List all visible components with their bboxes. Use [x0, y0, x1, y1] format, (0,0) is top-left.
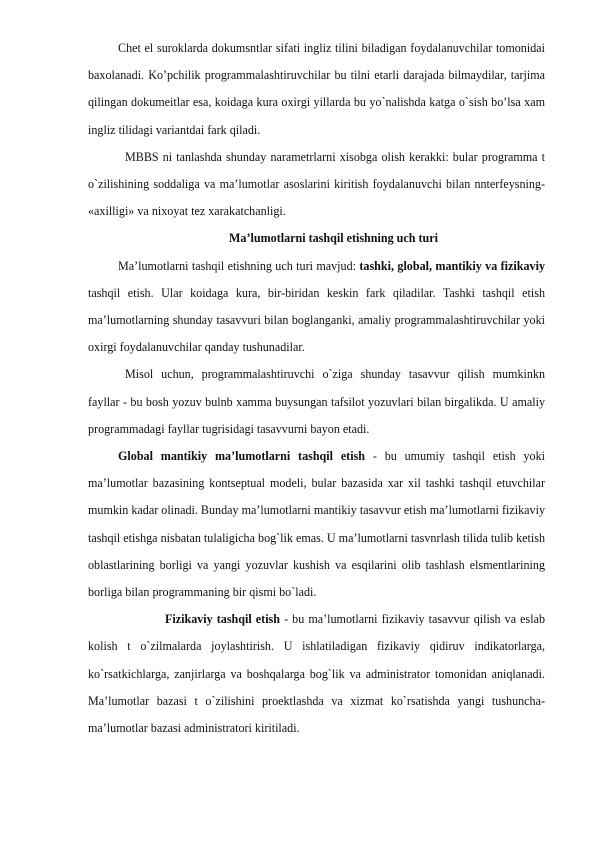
paragraph-6-bold: Fizikaviy tashqil etish [165, 612, 280, 627]
paragraph-4: Misol uchun, programmalashtiruvchi o`ziga shunday tasavvur qilish mumkinkn fayllar - bu bosh yozuv bulnb xamma buysungan tafsilot yozuvlari bilan birgalikda. U amaliy programmadagi fayllar tugrisidagi tasavvurni bayon etadi. [88, 367, 545, 436]
document-page [88, 0, 545, 742]
paragraph-3-start: Ma’lumotlarni tashqil etishning uch turi mavjud: [118, 258, 360, 273]
paragraph-3-bold: tashki, global, mantikiy va fizikaviy [359, 258, 546, 273]
paragraph-5-end: - bu umumiy tashqil etish yoki ma’lumotlar bazasining kontseptual modeli, bular bazasida xar xil tashki tashqil etuvchilar mumkin kadar olinadi. Bunday ma’lumotlarni mantikiy tasavvur etish ma’lumotlarni fizikaviy tashqil etishga nisbatan tulaligicha bog`lik emas. U ma’lumotlarni tasvnrlash tilida tulib ketish oblastlarining borligi va yangi yozuvlar kushish va esqilarini olib tashlash elsmentlarining borliga bilan programmaning bir qismi bo`ladi. [88, 449, 546, 600]
paragraph-1: Chet el suroklarda dokumsntlar sifati ingliz tilini biladigan foydalanuvchilar tomonidai baxolanadi. Ko’pchilik programmalashtiruvchilar bu tilni etarli darajada bilmaydilar, tarjima qilingan dokumeitlar esa, koidaga kura oxirgi yillarda bu yo`nalishda katga o`sish bo’lsa xam ingliz tilidagi variantdai fark qiladi. [88, 41, 545, 137]
paragraph-2: MBBS ni tanlashda shunday narametrlarni xisobga olish kerakki: bular programma t o`zilishining soddaliga va ma’lumotlar asoslarini kiritish foydalanuvchi bilan nnterfeysning- «axilligi» va nixoyat tez xarakatchanligi. [88, 149, 545, 219]
paragraph-5 [88, 443, 545, 606]
section-heading: Ma’lumotlarni tashqil etishning uch turi [229, 231, 438, 246]
paragraph-6 [88, 606, 545, 742]
paragraph-3 [88, 253, 545, 362]
paragraph-6-end: - bu ma’lumotlarni fizikaviy tasavvur qilish va eslab kolish t o`zilmalarda joylashtirish. U ishlatiladigan fizikaviy qidiruv indikatorlarga, ko`rsatkichlarga, zanjirlarga va boshqalarga bog`lik va administrator tomonidan aniqlanadi. Ma’lumotlar bazasi t o`zilishini proektlashda va xizmat ko`rsatishda yangi tushuncha-ma’lumotlar bazasi administratori kiritiladi. [88, 612, 546, 736]
paragraph-3-end: tashqil etish. Ular koidaga kura, bir-biridan keskin fark qiladilar. Tashki tashqil etish ma’lumotlarning shunday tasavvuri bilan boglanganki, amaliy programmalashtiruvchilar yoki oxirgi foydalanuvchilar qanday tushunadilar. [88, 285, 545, 355]
paragraph-5-bold: Global mantikiy ma’lumotlarni tashqil etish [118, 449, 366, 464]
